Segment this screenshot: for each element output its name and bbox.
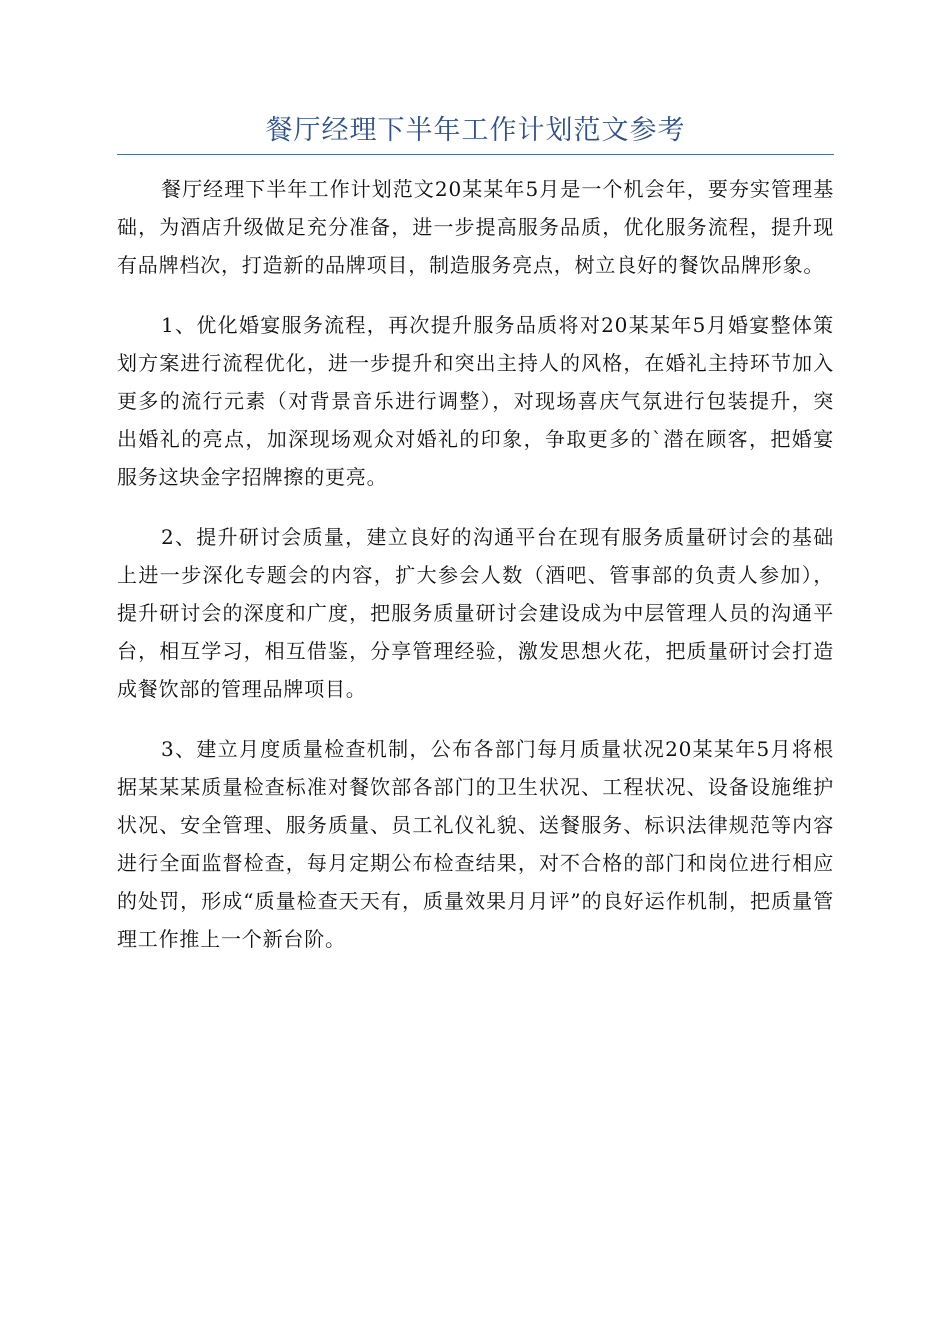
title-underline: [117, 154, 834, 155]
document-body: [117, 170, 834, 980]
paragraph-intro: 餐厅经理下半年工作计划范文20某某年5月是一个机会年，要夯实管理基础，为酒店升级做足充分准备，进一步提高服务品质，优化服务流程，提升现有品牌档次，打造新的品牌项目，制造服务亮点，树立良好的餐饮品牌形象。: [117, 177, 834, 277]
paragraph-seminar-quality: 2、提升研讨会质量，建立良好的沟通平台在现有服务质量研讨会的基础上进一步深化专题会的内容，扩大参会人数（酒吧、管事部的负责人参加），提升研讨会的深度和广度，把服务质量研讨会建设成为中层管理人员的沟通平台，相互学习，相互借鉴，分享管理经验，激发思想火花，把质量研讨会打造成餐饮部的管理品牌项目。: [117, 525, 834, 701]
document-title: 餐厅经理下半年工作计划范文参考: [265, 115, 686, 146]
title-block: [117, 112, 834, 155]
paragraph-wedding-service: 1、优化婚宴服务流程，再次提升服务品质将对20某某年5月婚宴整体策划方案进行流程优化，进一步提升和突出主持人的风格，在婚礼主持环节加入更多的流行元素（对背景音乐进行调整），对现场喜庆气氛进行包装提升，突出婚礼的亮点，加深现场观众对婚礼的印象，争取更多的`潜在顾客，把婚宴服务这块金字招牌擦的更亮。: [117, 313, 834, 489]
paragraph-monthly-inspection: 3、建立月度质量检查机制，公布各部门每月质量状况20某某年5月将根据某某某质量检查标准对餐饮部各部门的卫生状况、工程状况、设备设施维护状况、安全管理、服务质量、员工礼仪礼貌、送餐服务、标识法律规范等内容进行全面监督检查，每月定期公布检查结果，对不合格的部门和岗位进行相应的处罚，形成“质量检查天天有，质量效果月月评”的良好运作机制，把质量管理工作推上一个新台阶。: [117, 737, 834, 951]
